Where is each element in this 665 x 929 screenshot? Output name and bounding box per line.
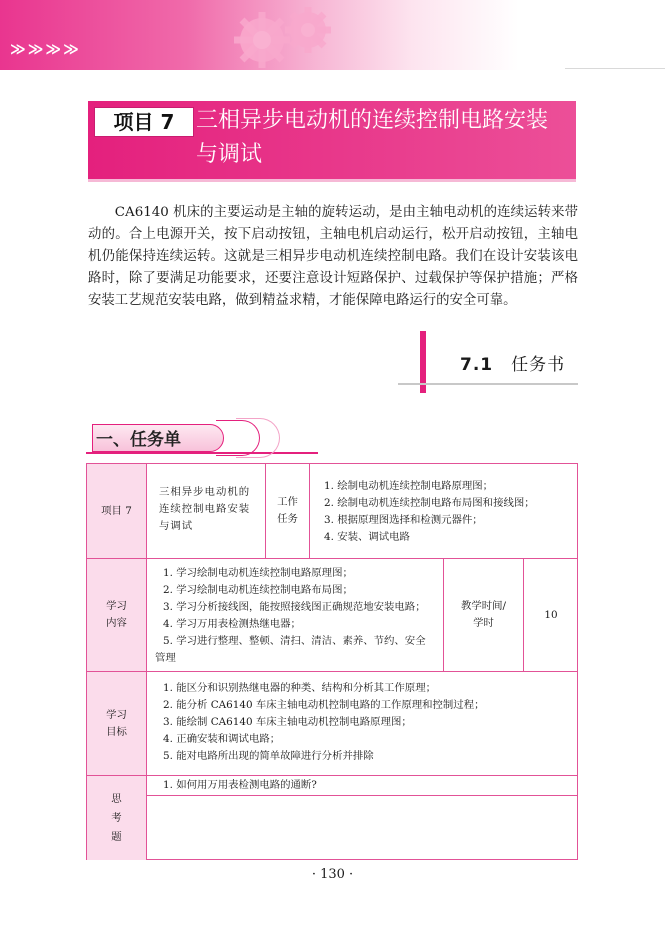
study-goal-label-2: 目标 [106,725,127,738]
work-task-label-1: 工作 [277,496,298,508]
section-number: 7.1 [460,355,494,375]
project-title-banner [88,101,576,179]
section-heading [460,350,565,375]
subheading-underline [86,452,318,454]
study-content-label-1: 学习 [106,600,127,612]
section-title: 任务书 [511,355,566,375]
project-title-line-1: 三相异步电动机的连续控制电路安装 [196,108,549,133]
question-label-3: 题 [111,830,122,843]
list-item: 3. 学习分析接线图，能按照接线图正确规范地安装电路； [163,601,426,613]
teaching-hours-value: 10 [524,559,578,672]
list-item: 管理 [155,652,176,664]
study-goal-label-1: 学习 [106,708,127,721]
list-item: 1. 能区分和识别热继电器的种类、结构和分析其工作原理； [163,682,436,694]
teaching-time-label-1: 教学时间/ [460,600,507,612]
gears-icon [230,4,340,70]
list-item: 1. 如何用万用表检测电路的通断? [163,779,317,791]
study-content-list [147,559,444,672]
question-item-cell [147,776,578,796]
chevron-decoration: ≫≫≫≫ [10,40,81,58]
subheading-text: 一、任务单 [96,430,181,450]
list-item: 3. 根据原理图选择和检测元器件； [324,514,483,526]
row-question-label [87,776,147,860]
list-item: 4. 正确安装和调试电路； [163,733,281,745]
list-item: 4. 安装、调试电路 [324,531,410,543]
row-project-label: 项目 7 [87,464,147,559]
list-item: 1. 绘制电动机连续控制电路原理图； [324,480,494,492]
list-item: 2. 能分析 CA6140 车床主轴电动机控制电路的工作原理和控制过程； [163,699,485,711]
project-tag: 项目 7 [94,107,194,137]
study-content-label-2: 内容 [106,617,127,629]
subheading-badge [86,418,256,458]
list-item: 5. 学习进行整理、整顿、清扫、清洁、素养、节约、安全 [163,635,426,647]
list-item: 3. 能绘制 CA6140 车床主轴电动机控制电路原理图； [163,716,412,728]
question-blank-cell [147,796,578,860]
task-table [86,463,578,860]
teaching-time-label [444,559,524,672]
list-item: 4. 学习万用表检测热继电器； [163,618,301,630]
list-item: 2. 绘制电动机连续控制电路布局图和接线图； [324,497,535,509]
list-item: 2. 学习绘制电动机连续控制电路布局图； [163,584,353,596]
intro-paragraph: CA6140 机床的主要运动是主轴的旋转运动，是由主轴电动机的连续运转来带动的。合上电源开关，按下启动按钮，主轴电机启动运行，松开启动按钮，主轴电机仍能保持连续运转。这就是三相异步电动机连续控制电路。我们在设计安装该电路时，除了要满足功能要求，还要注意设计短路保护、过载保护等保护措施；严格安装工艺规范安装电路，做到精益求精，才能保障电路运行的安全可靠。 [88,205,578,308]
work-task-label [266,464,310,559]
project-name-cell: 三相异步电动机的连续控制电路安装与调试 [147,464,266,559]
question-label-1: 思 [111,792,122,805]
teaching-time-label-2: 学时 [473,617,494,629]
row-study-goal-label [87,672,147,776]
header-rule [565,68,665,69]
question-label-2: 考 [111,811,122,824]
page-number: · 130 · [311,867,354,882]
row-study-content-label [87,559,147,672]
work-task-list [310,464,578,559]
section-rule [398,383,578,385]
title-shadow [88,179,576,182]
work-task-label-2: 任务 [277,513,298,525]
project-title-line-2: 与调试 [196,142,263,167]
project-title [196,104,572,172]
list-item: 1. 学习绘制电动机连续控制电路原理图； [163,567,353,579]
study-goal-list [147,672,578,776]
list-item: 5. 能对电路所出现的简单故障进行分析并排除 [163,750,374,762]
